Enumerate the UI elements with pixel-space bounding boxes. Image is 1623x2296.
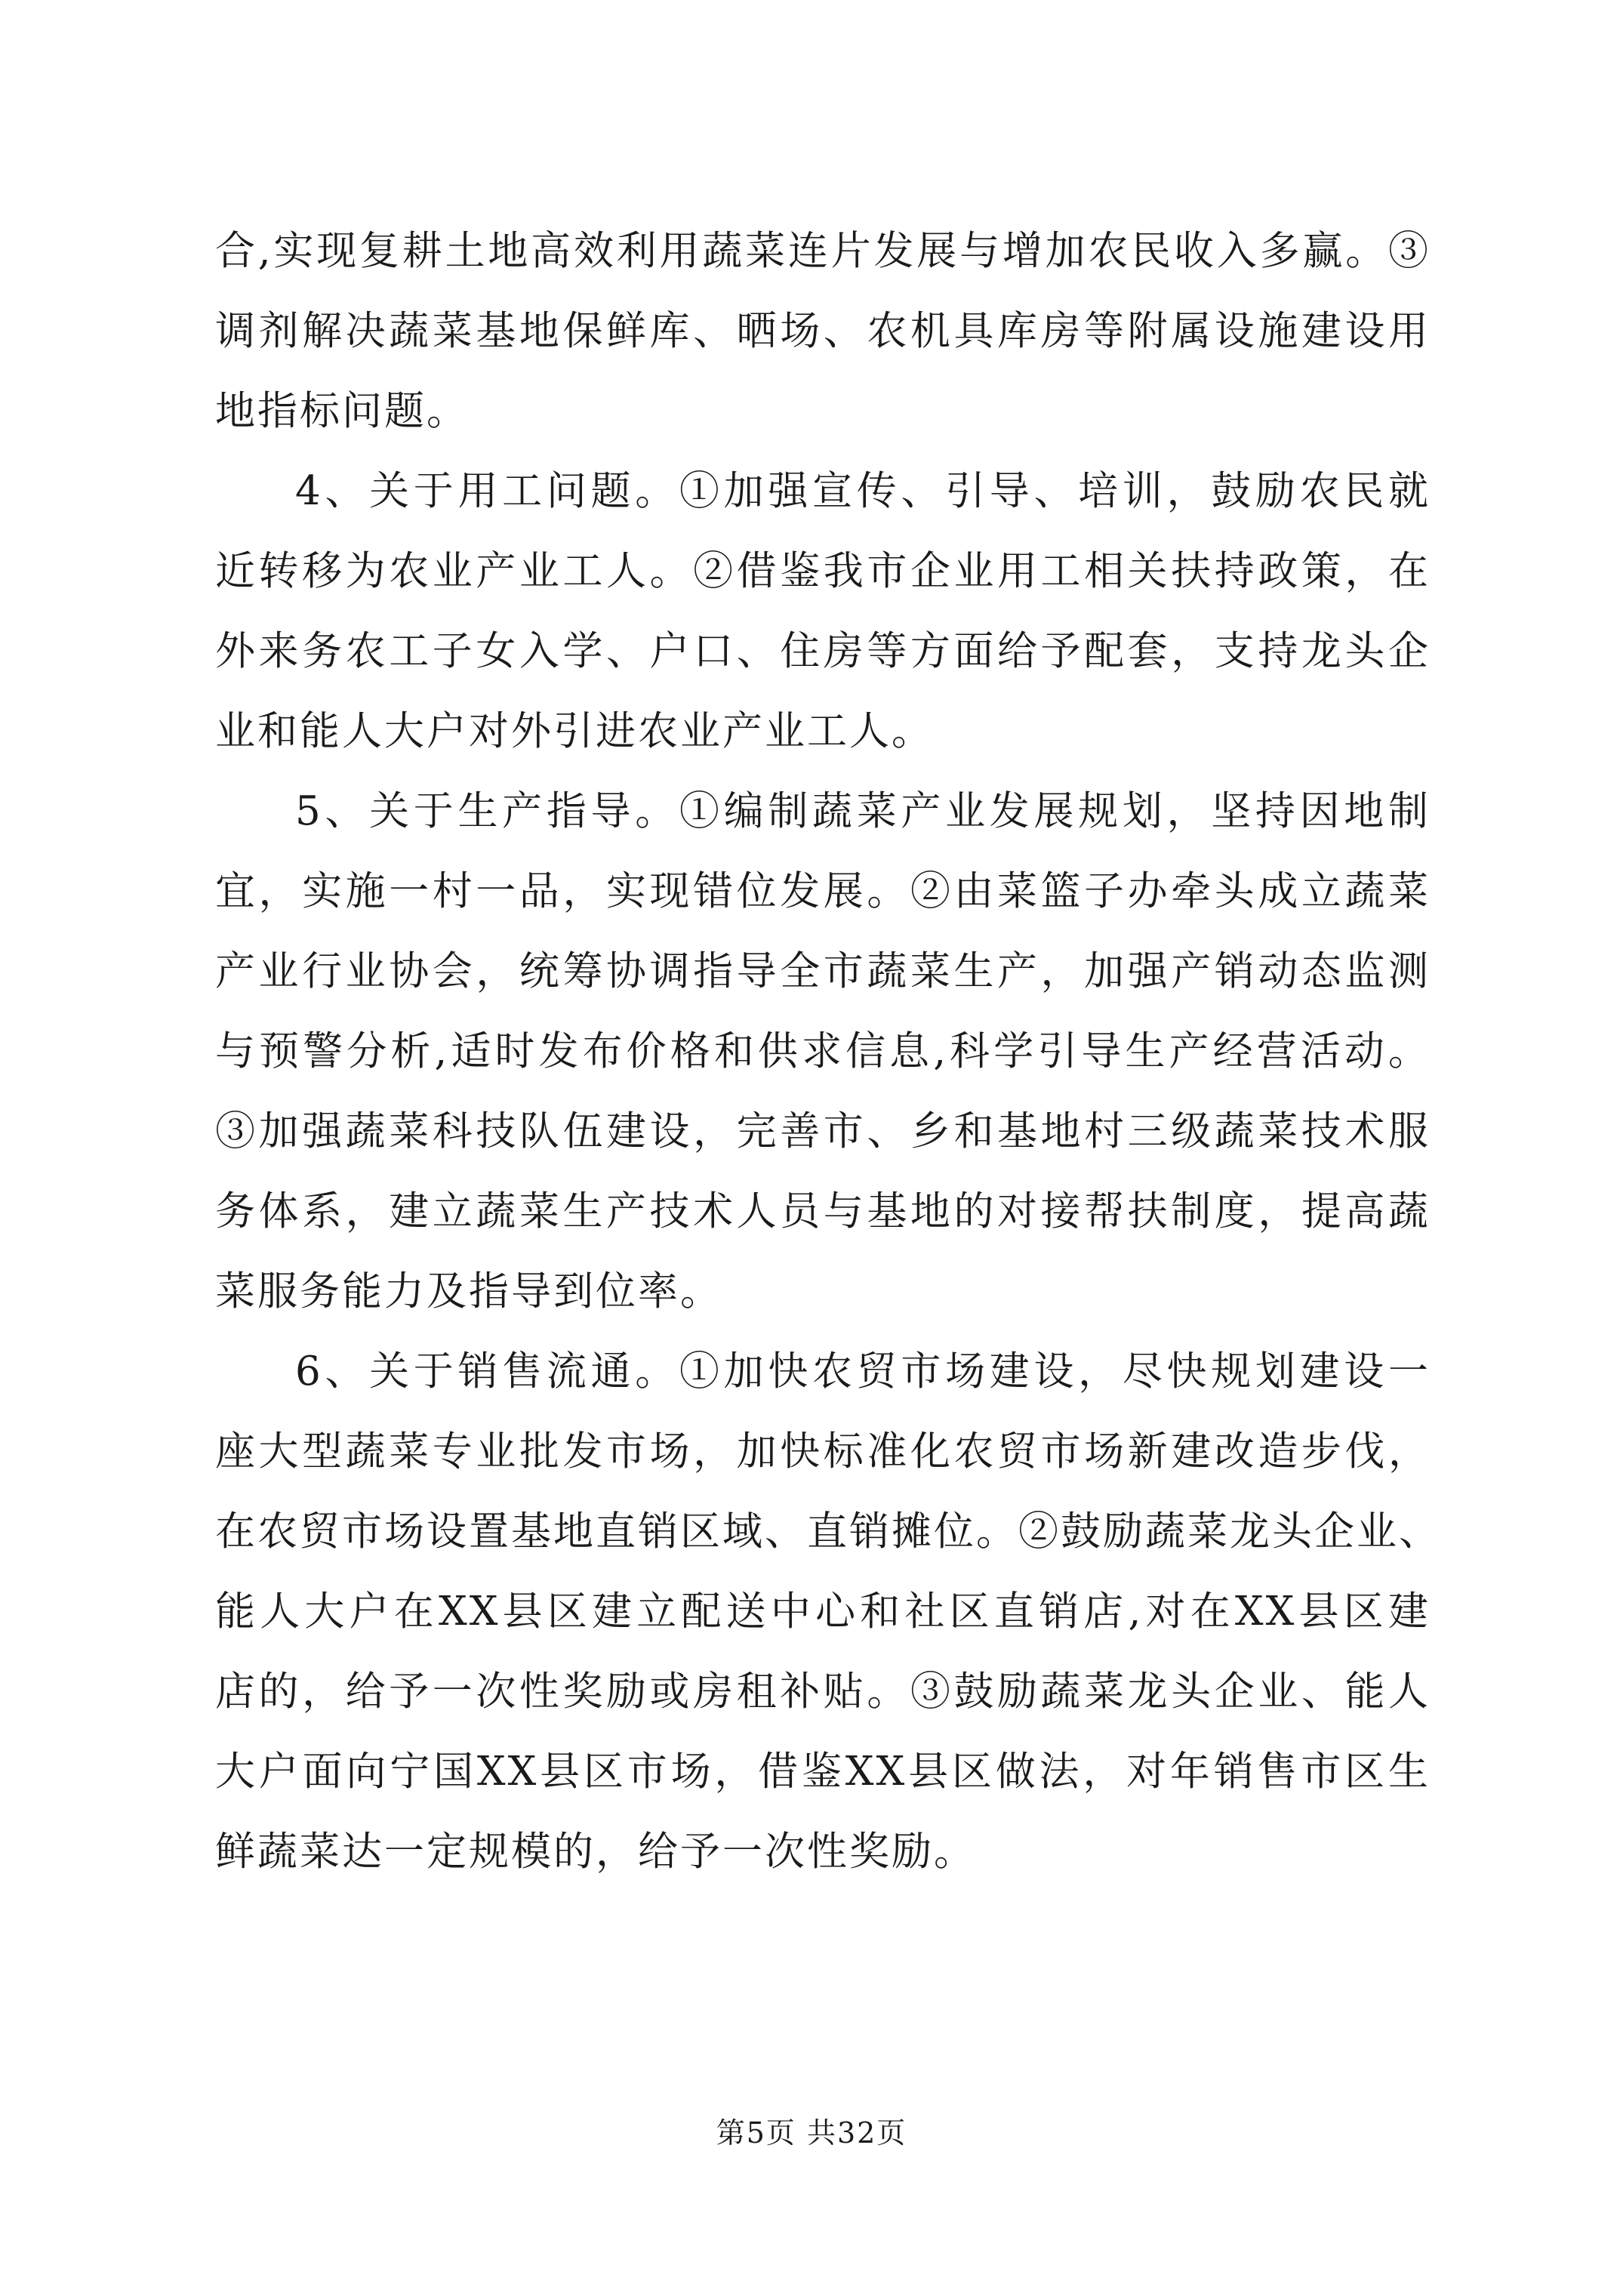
- text-line: 务体系，建立蔬菜生产技术人员与基地的对接帮扶制度，提高蔬: [215, 1188, 1431, 1234]
- text-line: 4、关于用工问题。①加强宣传、引导、培训，鼓励农民就: [295, 468, 1431, 514]
- text-line: 外来务农工子女入学、户口、住房等方面给予配套，支持龙头企: [215, 628, 1431, 674]
- text-line: 宜，实施一村一品，实现错位发展。②由菜篮子办牵头成立蔬菜: [215, 868, 1431, 914]
- paragraph-sales-circulation: [215, 1332, 1441, 1892]
- text-line: 产业行业协会，统筹协调指导全市蔬菜生产，加强产销动态监测: [215, 948, 1431, 994]
- text-line: 座大型蔬菜专业批发市场，加快标准化农贸市场新建改造步伐，: [215, 1428, 1431, 1475]
- text-line: 合,实现复耕土地高效利用蔬菜连片发展与增加农民收入多赢。③: [215, 228, 1431, 274]
- text-line: 地指标问题。: [215, 388, 469, 434]
- text-line: 6、关于销售流通。①加快农贸市场建设，尽快规划建设一: [295, 1348, 1431, 1395]
- paragraph-continuation: [215, 211, 1431, 451]
- paragraph-production-guidance: [215, 772, 1431, 1332]
- text-line: 大户面向宁国XX县区市场，借鉴XX县区做法，对年销售市区生: [215, 1749, 1431, 1795]
- text-line: ③加强蔬菜科技队伍建设，完善市、乡和基地村三级蔬菜技术服: [215, 1108, 1431, 1154]
- paragraph-labor: [215, 451, 1431, 772]
- document-body: [215, 211, 1441, 1892]
- text-line: 在农贸市场设置基地直销区域、直销摊位。②鼓励蔬菜龙头企业、: [215, 1509, 1441, 1555]
- text-line: 近转移为农业产业工人。②借鉴我市企业用工相关扶持政策，在: [215, 548, 1431, 594]
- text-line: 鲜蔬菜达一定规模的，给予一次性奖励。: [215, 1829, 976, 1875]
- text-line: 与预警分析,适时发布价格和供求信息,科学引导生产经营活动。: [215, 1028, 1431, 1074]
- text-line: 店的，给予一次性奖励或房租补贴。③鼓励蔬菜龙头企业、能人: [215, 1669, 1431, 1715]
- text-line: 菜服务能力及指导到位率。: [215, 1268, 722, 1314]
- text-line: 能人大户在XX县区建立配送中心和社区直销店,对在XX县区建: [215, 1589, 1431, 1635]
- text-line: 调剂解决蔬菜基地保鲜库、晒场、农机具库房等附属设施建设用: [215, 308, 1431, 354]
- text-line: 业和能人大户对外引进农业产业工人。: [215, 708, 934, 754]
- page-number-footer: 第5页 共32页: [716, 2116, 907, 2150]
- text-line: 5、关于生产指导。①编制蔬菜产业发展规划，坚持因地制: [295, 788, 1431, 834]
